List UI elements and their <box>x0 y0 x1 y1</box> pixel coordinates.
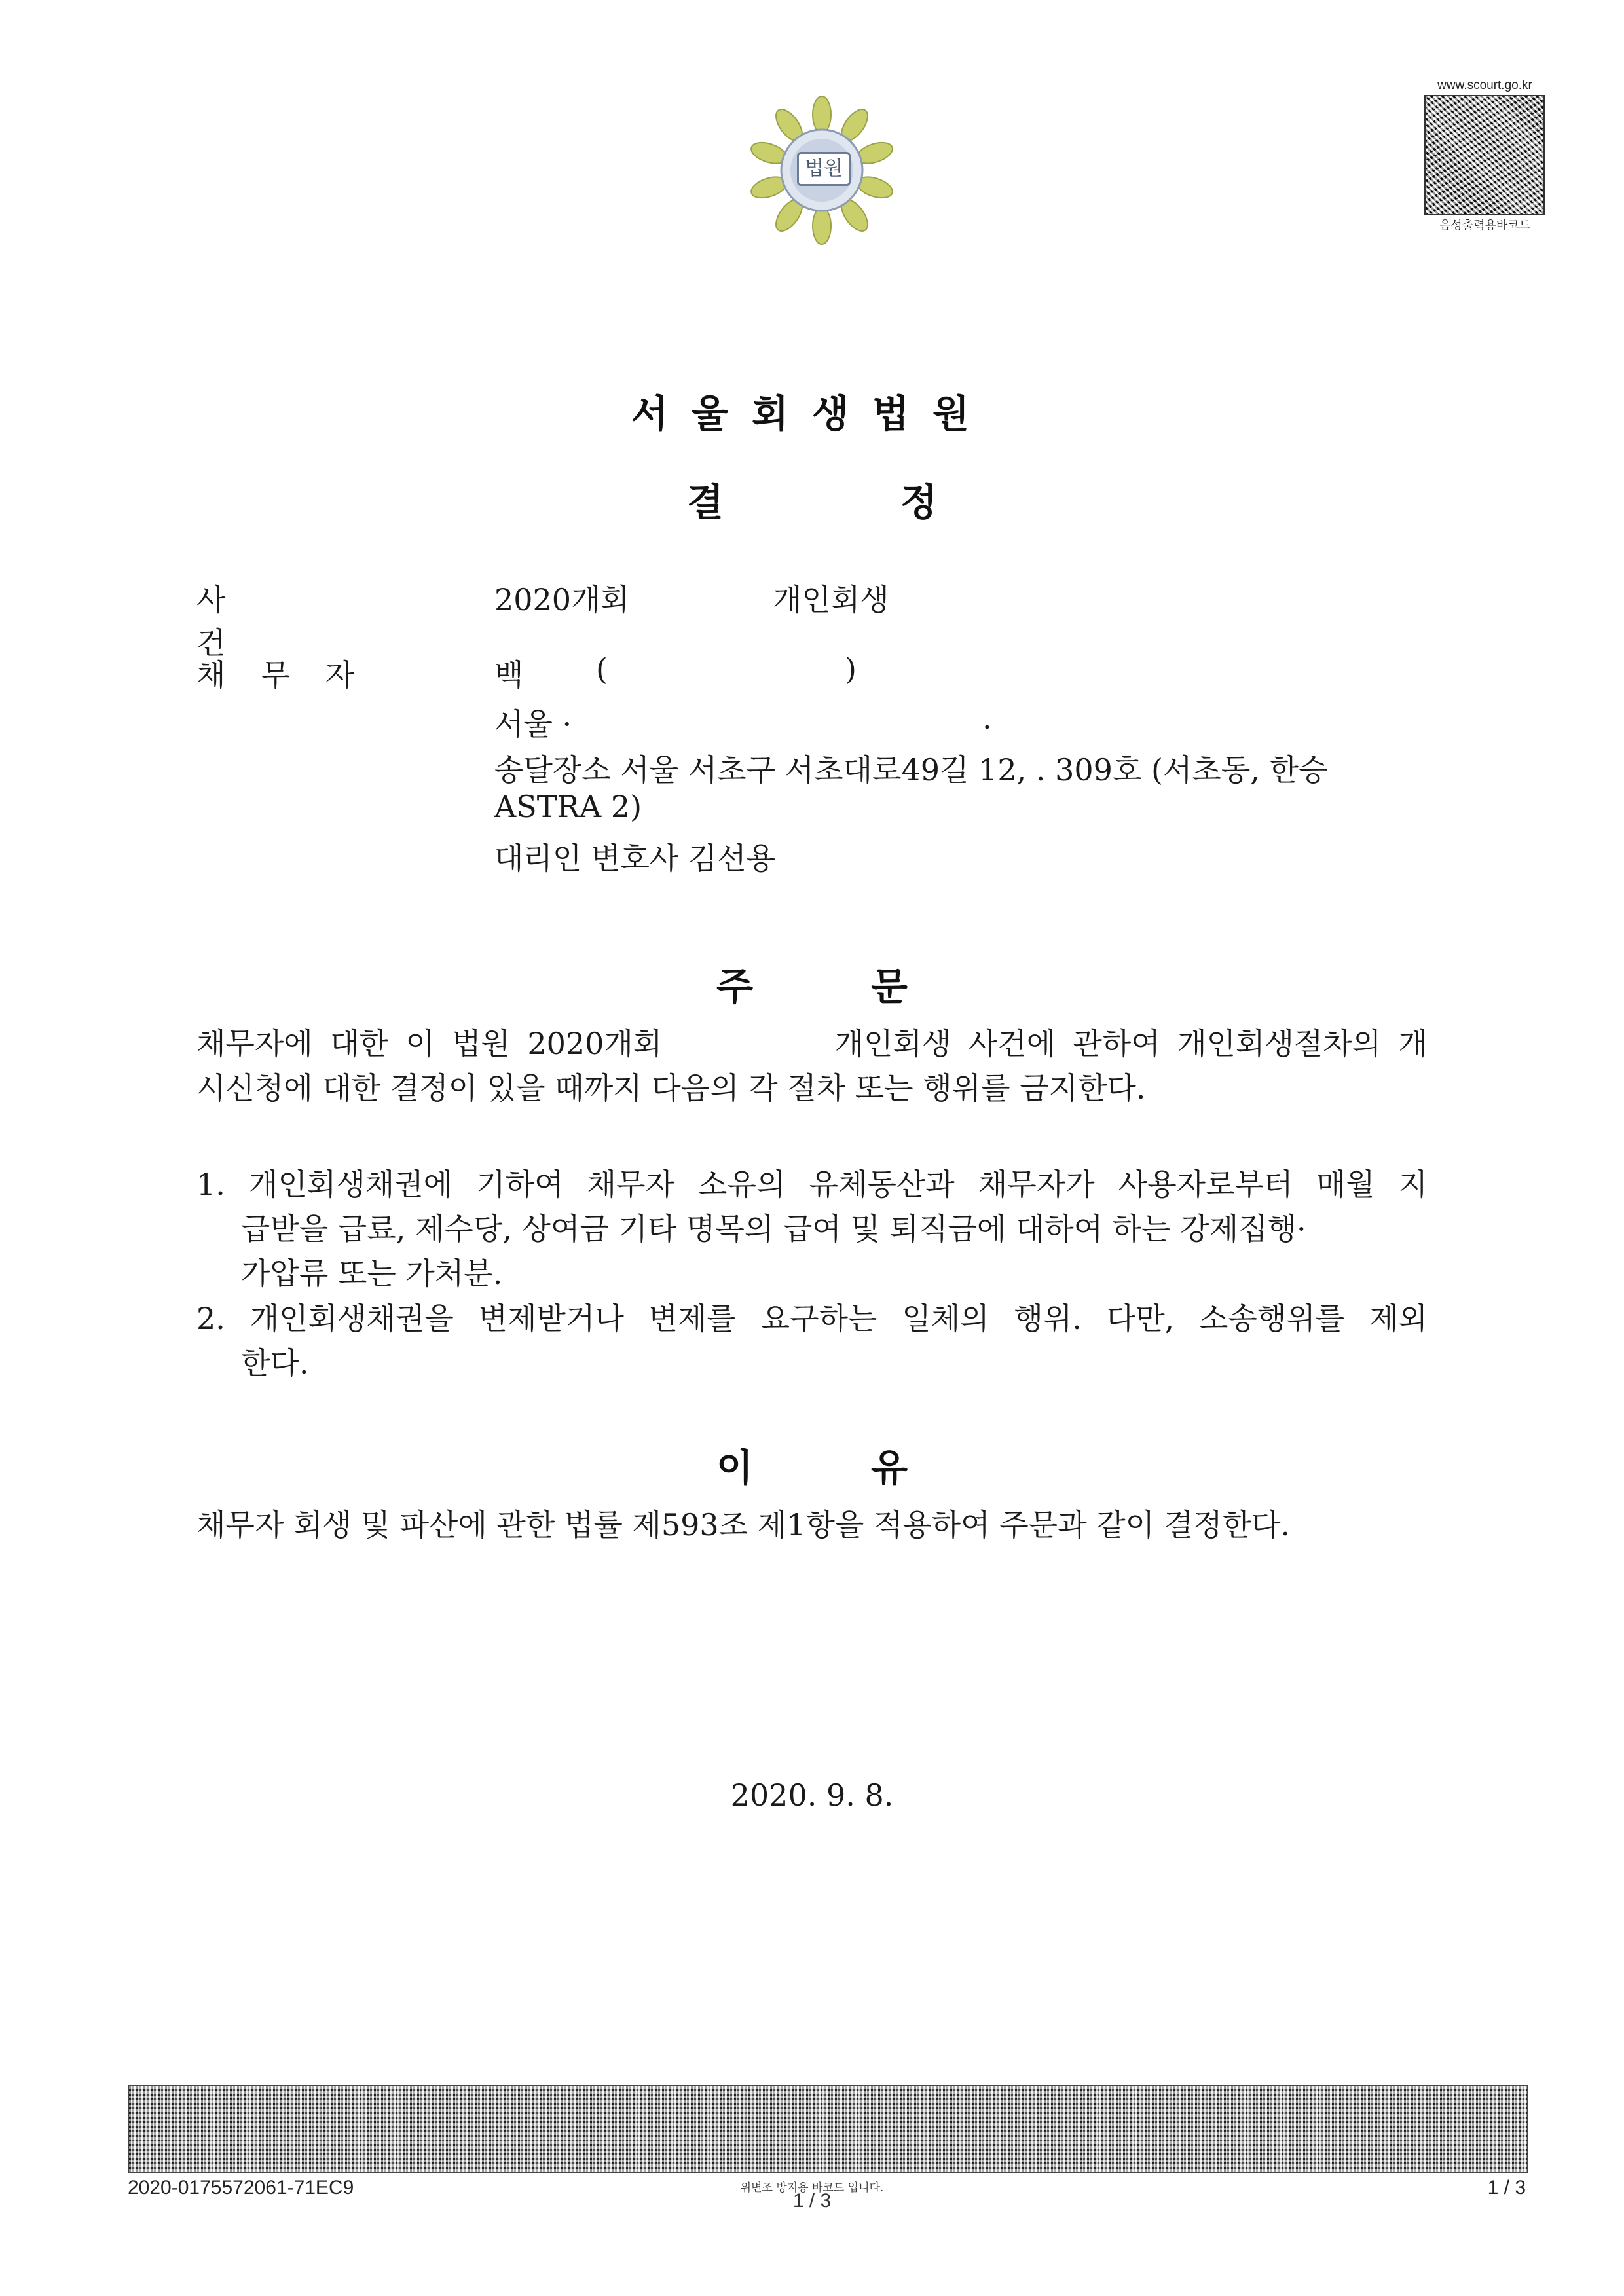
debtor-address-dot: . <box>982 701 992 736</box>
order-text <box>196 1021 1428 1110</box>
doc-title-part-1: 결 <box>686 480 724 524</box>
service-address-cont: ASTRA 2) <box>494 789 642 824</box>
barcode-note: 위변조 방지용 바코드 입니다. <box>740 2181 884 2195</box>
order-item-1-line-1: 1. 개인회생채권에 기하여 채무자 소유의 유체동산과 채무자가 사용자로부터 매월 지 <box>196 1167 1428 1202</box>
order-item-2-line-2: 한다. <box>241 1345 309 1381</box>
service-address: 송달장소 서울 서초구 서초대로49길 12, . 309호 (서초동, 한승 <box>494 752 1328 788</box>
qr-code <box>1424 95 1545 215</box>
debtor-paren-open: ( <box>596 651 608 687</box>
page-number-right: 1 / 3 <box>1487 2177 1526 2198</box>
anti-forgery-barcode <box>128 2085 1528 2173</box>
order-heading-part-2: 문 <box>871 964 908 1009</box>
qr-caption: 음성출력용바코드 <box>1439 219 1531 232</box>
court-name: 서울회생법원 <box>631 392 993 436</box>
order-text-line-2: 시신청에 대한 결정이 있을 때까지 다음의 각 절차 또는 행위를 금지한다. <box>196 1070 1146 1106</box>
document-id: 2020-0175572061-71EC9 <box>128 2177 354 2198</box>
order-item-2 <box>196 1296 1428 1385</box>
reason-text: 채무자 회생 및 파산에 관한 법률 제593조 제1항을 적용하여 주문과 같이 결정한다. <box>196 1507 1291 1542</box>
reason-heading-part-2: 유 <box>871 1446 908 1490</box>
doc-title-part-2: 정 <box>900 480 938 524</box>
court-emblem <box>737 92 907 249</box>
doc-title <box>0 471 1624 526</box>
order-heading-part-1: 주 <box>716 964 753 1009</box>
case-label: 사건 <box>196 582 324 661</box>
debtor-name: 백 <box>494 657 524 693</box>
order-item-1-line-2: 급받을 급료, 제수당, 상여금 기타 명목의 급여 및 퇴직금에 대하여 하는 강제집행· <box>241 1211 1306 1247</box>
order-text-line-1: 채무자에 대한 이 법원 2020개회 개인회생 사건에 관하여 개인회생절차의 개 <box>196 1026 1428 1061</box>
order-item-1-line-3: 가압류 또는 가처분. <box>241 1256 503 1291</box>
order-item-2-line-1: 2. 개인회생채권을 변제받거나 변제를 요구하는 일체의 행위. 다만, 소송행위를 제외 <box>196 1301 1428 1336</box>
debtor-agent: 대리인 변호사 김선용 <box>494 841 776 876</box>
debtor-address: 서울 · <box>494 706 572 742</box>
case-type: 개인회생 <box>773 582 889 617</box>
debtor-label: 채무자 <box>196 657 390 693</box>
reason-heading <box>0 1437 1624 1492</box>
emblem-label: 법원 <box>797 152 851 186</box>
page-number-center: 1 / 3 <box>792 2190 832 2212</box>
order-heading <box>0 956 1624 1011</box>
decision-date: 2020. 9. 8. <box>730 1777 894 1813</box>
reason-heading-part-1: 이 <box>716 1446 753 1490</box>
case-number: 2020개회 <box>494 582 629 617</box>
qr-url: www.scourt.go.kr <box>1437 79 1532 92</box>
order-item-1 <box>196 1162 1428 1296</box>
debtor-paren-close: ) <box>845 651 857 687</box>
